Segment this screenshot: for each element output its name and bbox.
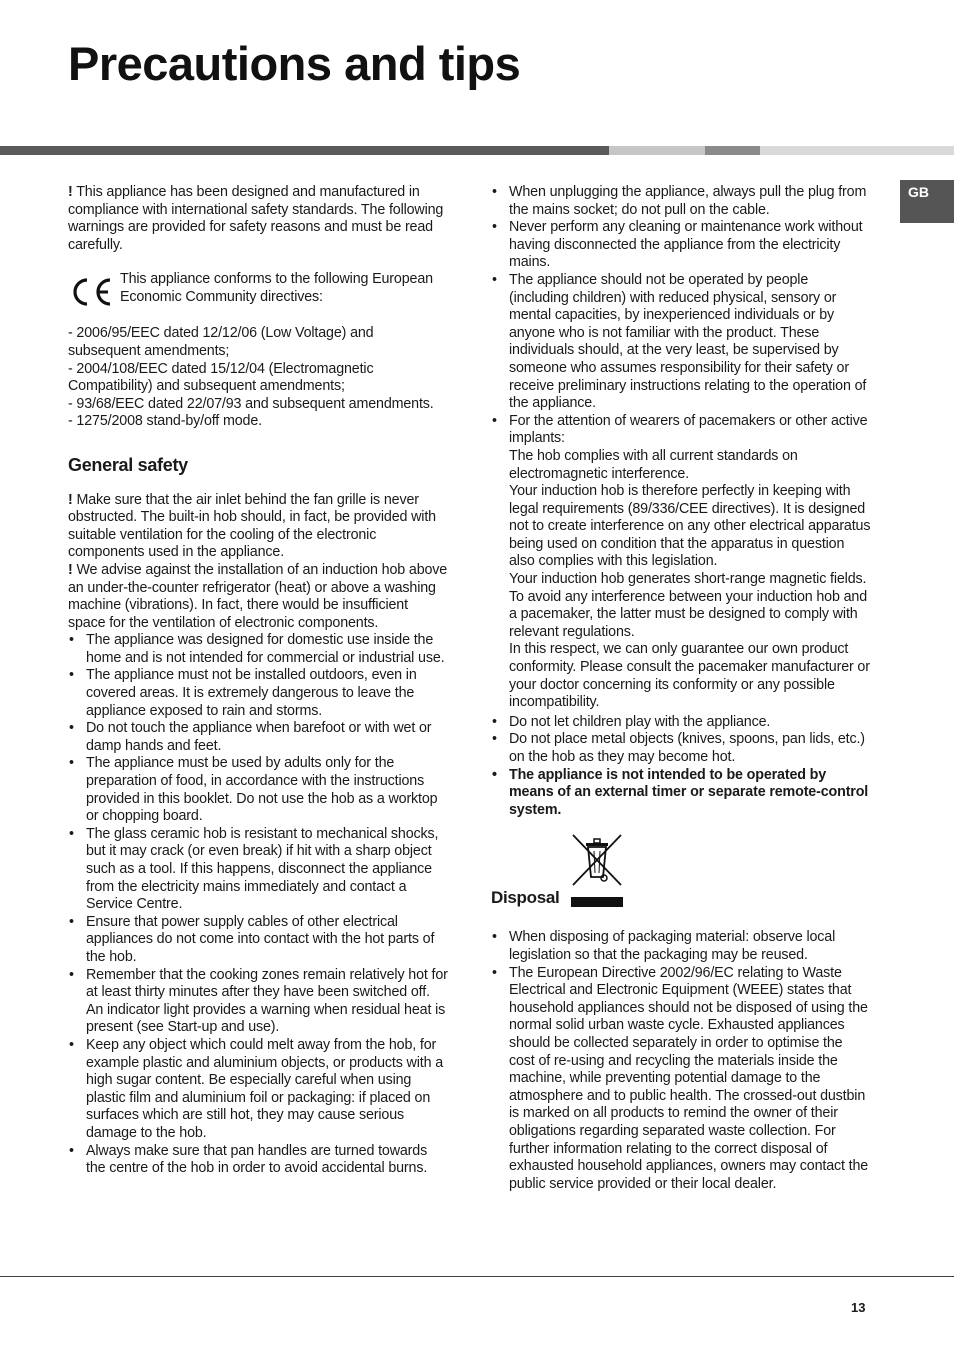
warning-mark: ! [68,184,73,200]
page-title: Precautions and tips [68,37,521,90]
rule-segment-light-end [760,146,954,155]
warning-text: We advise against the installation of an induction hob above an under-the-counter refrigerator (heat) or above a washing machine (vibrations). In fact, there would be insufficient space for the ventilation of electronic components. [68,561,448,631]
directive-item: - 93/68/EEC dated 22/07/93 and subsequent amendments. [68,395,434,412]
disposal-list [491,929,871,1193]
list-item: • Ensure that power supply cables of other electrical appliances do not come into contact with the hot parts of the hob. [68,914,448,967]
warning-mark: ! [68,491,73,508]
disposal-bar [571,897,623,907]
ce-block [68,271,448,325]
footer-rule [0,1276,954,1277]
ce-text: This appliance conforms to the following European Economic Community directives: [120,271,433,305]
header-rule-bar [0,146,954,155]
list-item: • When unplugging the appliance, always pull the plug from the mains socket; do not pull on the cable. [491,184,871,219]
disposal-header [491,833,871,915]
list-item: • Do not let children play with the appliance. [491,714,871,732]
pacemaker-item [491,413,871,712]
list-item: • Keep any object which could melt away from the hob, for example plastic and aluminium objects, or products with a high sugar content. Be especially careful when using plastic film and aluminium foil or packaging: if placed on surfaces which are still hot, they may cause serious damage to the hob. [68,1037,448,1143]
general-safety-warning-1 [68,492,448,562]
timer-warning-item: • The appliance is not intended to be operated by means of an external timer or separate remote-control system. [491,767,871,820]
pacemaker-paragraph: Your induction hob generates short-range magnetic fields. [509,571,867,588]
list-item: • The European Directive 2002/96/EC relating to Waste Electrical and Electronic Equipment (WEEE) states that household appliances should not be disposed of using the normal solid urban waste cycle. Exhausted appliances should be collected separately in order to optimise the cost of re-using and recycling the materials inside the machine, while preventing potential damage to the atmosphere and to public health. The crossed-out dustbin is marked on all products to remind the owner of their obligations regarding separated waste collection. For further information relating to the correct disposal of exhausted household appliances, owners may contact the public service provided or their local dealer. [491,965,871,1194]
list-item: • The appliance must be used by adults only for the preparation of food, in accordance with the instructions provided in this booklet. Do not use the hob as a worktop or chopping board. [68,755,448,825]
pacemaker-paragraph: Your induction hob is therefore perfectly in keeping with legal requirements (89/336/CEE directives). It is designed not to create interference on any other electrical apparatus being used on condition that the apparatus in question also complies with this legislation. [509,483,871,570]
right-column [491,184,871,1193]
warning-text: Make sure that the air inlet behind the fan grille is never obstructed. The built-in hob should, in fact, be provided with suitable ventilation for the cooling of the electronic components used in the appliance. [68,491,436,561]
pacemaker-paragraph: To avoid any interference between your induction hob and a pacemaker, the latter must be designed to comply with relevant regulations. [509,588,868,640]
list-item: • The appliance was designed for domestic use inside the home and is not intended for commercial or industrial use. [68,632,448,667]
directive-item: - 1275/2008 stand-by/off mode. [68,413,262,430]
list-item: • When disposing of packaging material: observe local legislation so that the packaging may be reused. [491,929,871,964]
crossed-bin-icon [571,833,623,887]
pacemaker-paragraph: In this respect, we can only guarantee our own product conformity. Please consult the pacemaker manufacturer or your doctor concerning its conformity or any possible incompatibility. [509,641,870,711]
intro-paragraph [68,184,448,254]
list-item: • Do not place metal objects (knives, spoons, pan lids, etc.) on the hob as they may become hot. [491,731,871,766]
directives-list [68,325,448,431]
list-item: • Remember that the cooking zones remain relatively hot for at least thirty minutes after they have been switched off. An indicator light provides a warning when residual heat is present (see Start-up and use). [68,967,448,1037]
general-safety-list [68,632,448,1177]
disposal-heading: Disposal [491,888,560,908]
directive-item: - 2006/95/EEC dated 12/12/06 (Low Voltage) and subsequent amendments; [68,325,374,359]
list-item: • Always make sure that pan handles are turned towards the centre of the hob in order to avoid accidental burns. [68,1143,448,1178]
list-item: • Do not touch the appliance when barefoot or with wet or damp hands and feet. [68,720,448,755]
page-number: 13 [851,1300,866,1315]
pacemaker-paragraph: The hob complies with all current standards on electromagnetic interference. [509,447,798,482]
language-tab: GB [900,180,954,223]
list-item: • The appliance should not be operated by people (including children) with reduced physical, sensory or mental capacities, by inexperienced individuals or by anyone who is not familiar with the product. These individuals should, at the very least, be supervised by someone who assumes responsibility for their safety or receive preliminary instructions relating to the operation of the appliance. [491,272,871,413]
left-column [68,184,448,1178]
intro-text: This appliance has been designed and manufactured in compliance with international safety standards. The following warnings are provided for safety reasons and must be read carefully. [68,184,444,253]
rule-segment-dark [0,146,609,155]
general-safety-warning-2 [68,562,448,632]
safety-list-continued [491,184,871,819]
pacemaker-lead: • For the attention of wearers of pacemakers or other active implants: [509,412,868,447]
list-item: • The appliance must not be installed outdoors, even in covered areas. It is extremely dangerous to leave the appliance exposed to rain and storms. [68,667,448,720]
directive-item: - 2004/108/EEC dated 15/12/04 (Electromagnetic Compatibility) and subsequent amendments; [68,360,374,395]
ce-mark-icon [68,277,112,307]
general-safety-heading: General safety [68,454,188,475]
rule-segment-light [609,146,705,155]
list-item: • The glass ceramic hob is resistant to mechanical shocks, but it may crack (or even break) if hit with a sharp object such as a tool. If this happens, disconnect the appliance from the electricity mains immediately and contact a Service Centre. [68,826,448,914]
rule-segment-mid [705,146,760,155]
list-item: • Never perform any cleaning or maintenance work without having disconnected the appliance from the electricity mains. [491,219,871,272]
warning-mark: ! [68,561,73,578]
